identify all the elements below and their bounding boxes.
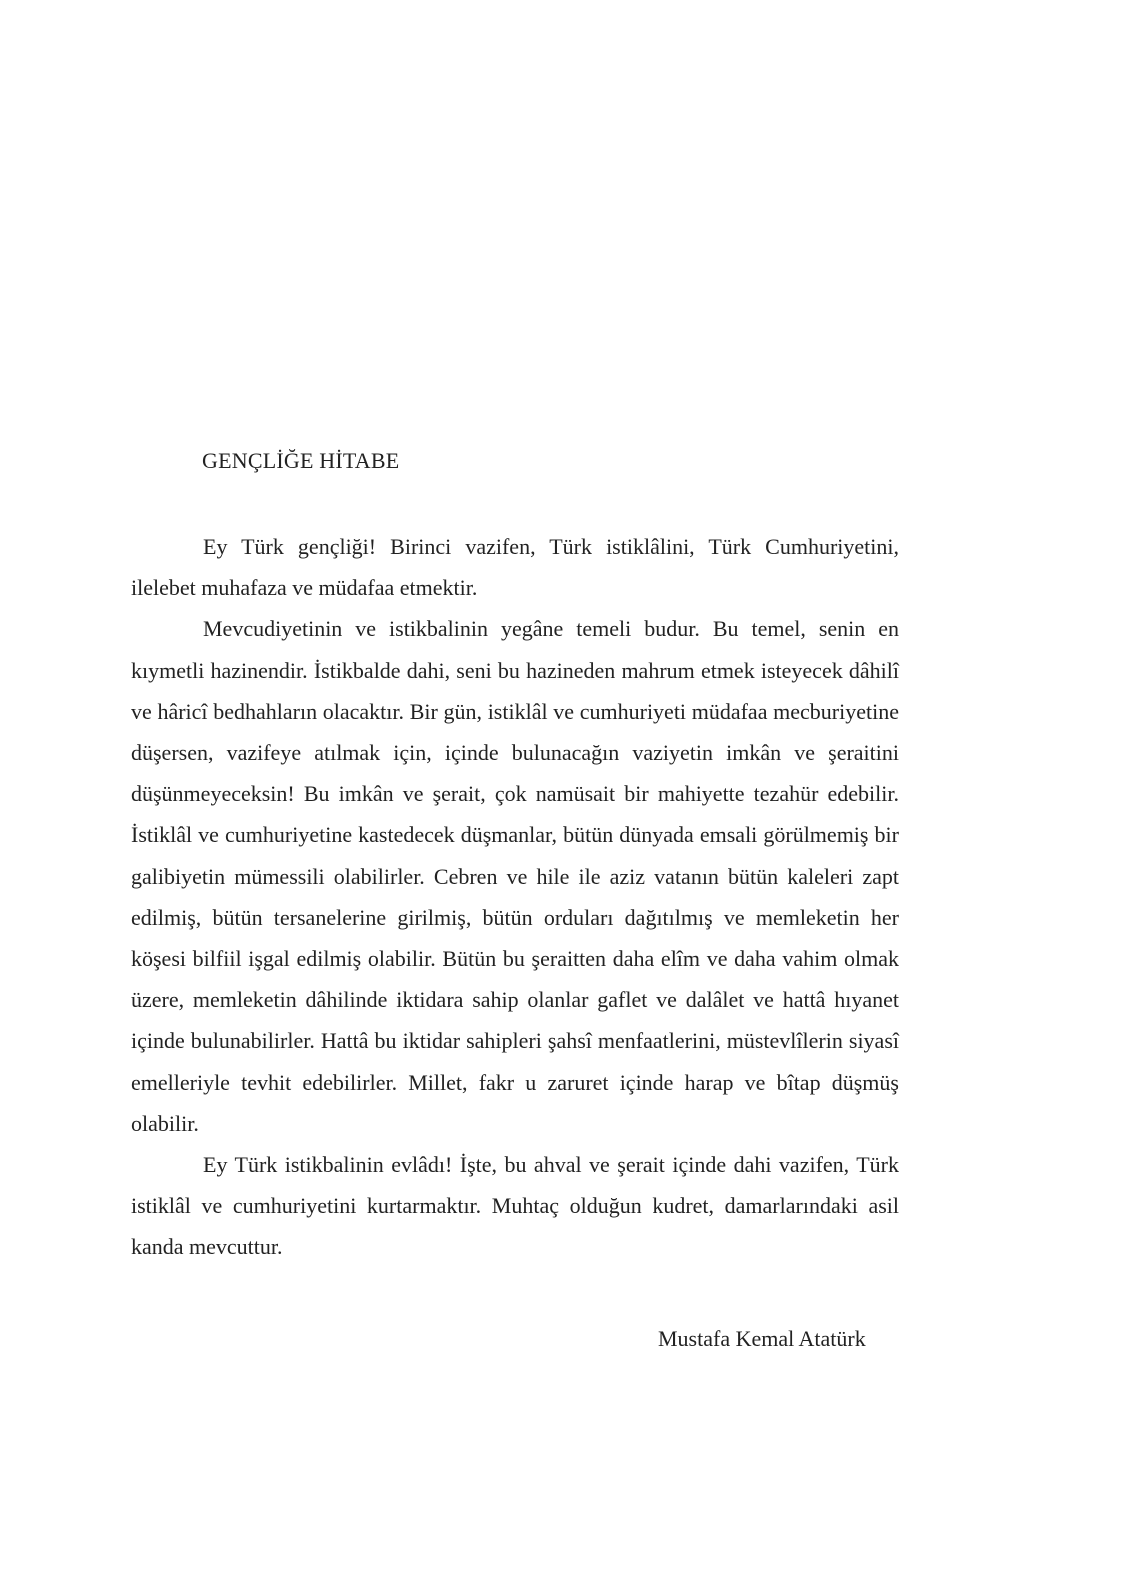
signature: Mustafa Kemal Atatürk: [658, 1326, 866, 1351]
paragraph-1: Ey Türk gençliği! Birinci vazifen, Türk istiklâlini, Türk Cumhuriyetini, ilelebet muhafaza ve müdafaa etmektir.: [131, 534, 899, 601]
document-title: GENÇLİĞE HİTABE: [202, 448, 400, 473]
document-body: [131, 526, 899, 1268]
paragraph-3: Ey Türk istikbalinin evlâdı! İşte, bu ahval ve şerait içinde dahi vazifen, Türk istiklâl ve cumhuriyetini kurtarmaktır. Muhtaç olduğun kudret, damarlarındaki asil kanda mevcuttur.: [131, 1152, 899, 1260]
paragraph-2: Mevcudiyetinin ve istikbalinin yegâne temeli budur. Bu temel, senin en kıymetli hazinendir. İstikbalde dahi, seni bu hazineden mahrum etmek isteyecek dâhilî ve hâricî bedhahların olacaktır. Bir gün, istiklâl ve cumhuriyeti müdafaa mecburiyetine düşersen, vazifeye atılmak için, içinde bulunacağın vaziyetin imkân ve şeraitini düşünmeyeceksin! Bu imkân ve şerait, çok namüsait bir mahiyette tezahür edebilir. İstiklâl ve cumhuriyetine kastedecek düşmanlar, bütün dünyada emsali görülmemiş bir galibiyetin mümessili olabilirler. Cebren ve hile ile aziz vatanın bütün kaleleri zapt edilmiş, bütün tersanelerine girilmiş, bütün orduları dağıtılmış ve memleketin her köşesi bilfiil işgal edilmiş olabilir. Bütün bu şeraitten daha elîm ve daha vahim olmak üzere, memleketin dâhilinde iktidara sahip olanlar gaflet ve dalâlet ve hattâ hıyanet içinde bulunabilirler. Hattâ bu iktidar sahipleri şahsî menfaatlerini, müstevlîlerin siyasî emelleriyle tevhit edebilirler. Millet, fakr u zaruret içinde harap ve bîtap düşmüş olabilir.: [131, 616, 899, 1136]
